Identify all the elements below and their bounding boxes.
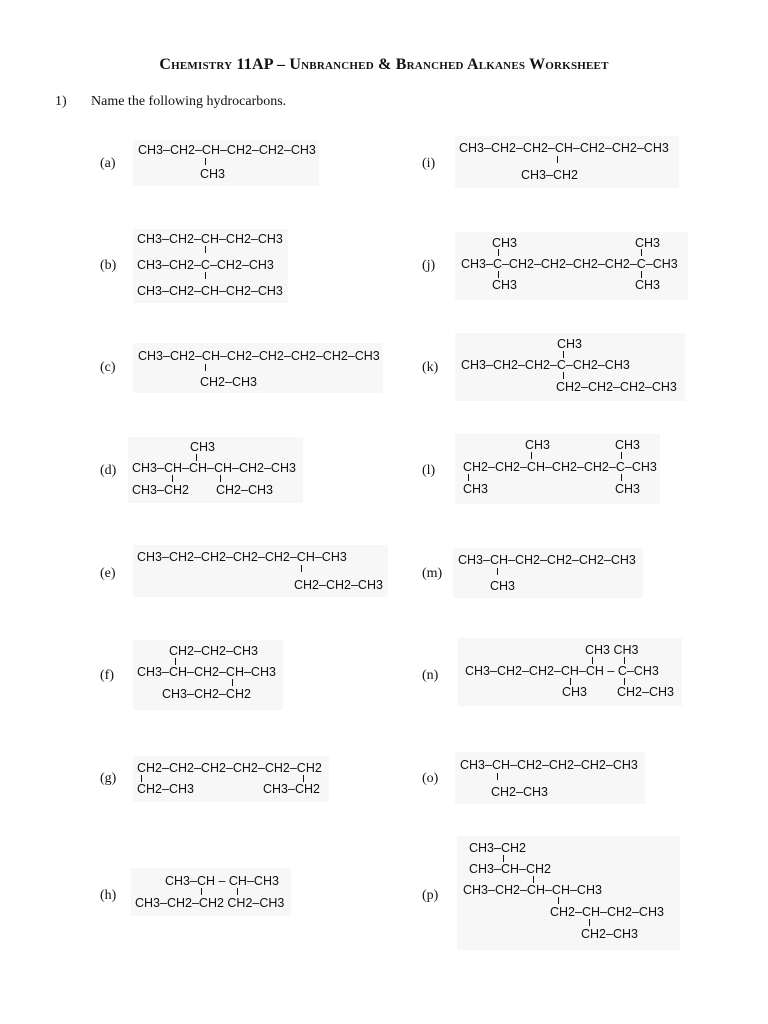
bond <box>533 876 534 883</box>
mol-n-line-3: CH3 <box>562 685 588 699</box>
molecule-f <box>133 640 283 710</box>
molecule-d <box>128 437 303 503</box>
bond <box>563 372 564 379</box>
molecule-e <box>133 545 388 597</box>
bond <box>172 475 173 482</box>
label-d: (d) <box>100 463 117 478</box>
mol-l-line-4: CH3 <box>463 482 489 496</box>
molecule-h <box>131 868 291 916</box>
mol-o-line-2: CH2–CH3 <box>491 785 548 799</box>
bond <box>205 158 206 165</box>
bond <box>570 678 571 685</box>
label-n: (n) <box>422 668 439 683</box>
bond <box>468 474 469 481</box>
bond <box>303 775 304 782</box>
mol-i-line-2: CH3–CH2 <box>521 168 578 182</box>
bond <box>141 775 142 782</box>
mol-c-line-2: CH2–CH3 <box>200 375 257 389</box>
mol-l-line-3: CH2–CH2–CH–CH2–CH2–C–CH3 <box>463 460 657 474</box>
mol-b-line-1: CH3–CH2–CH–CH2–CH3 <box>137 232 283 246</box>
label-a: (a) <box>100 156 116 171</box>
mol-k-line-1: CH3 <box>557 337 583 351</box>
bond <box>497 773 498 780</box>
mol-k-line-2: CH3–CH2–CH2–C–CH2–CH3 <box>461 358 630 372</box>
mol-b-line-2: CH3–CH2–C–CH2–CH3 <box>137 258 274 272</box>
mol-f-line-3: CH3–CH2–CH2 <box>162 687 251 701</box>
mol-j-line-2: CH3 <box>635 236 661 250</box>
mol-o-line-1: CH3–CH–CH2–CH2–CH2–CH3 <box>460 758 638 772</box>
label-f: (f) <box>100 668 114 683</box>
molecule-b <box>133 229 288 303</box>
mol-d-line-2: CH3–CH–CH–CH–CH2–CH3 <box>132 461 296 475</box>
label-j: (j) <box>422 258 436 273</box>
bond <box>503 855 504 862</box>
mol-l-line-5: CH3 <box>615 482 641 496</box>
mol-j-line-3: CH3–C–CH2–CH2–CH2–CH2–C–CH3 <box>461 257 678 271</box>
mol-h-line-1: CH3–CH – CH–CH3 <box>165 874 279 888</box>
mol-d-line-3: CH3–CH2 <box>132 483 189 497</box>
bond <box>641 271 642 278</box>
mol-c-line-1: CH3–CH2–CH–CH2–CH2–CH2–CH2–CH3 <box>138 349 380 363</box>
bond <box>589 919 590 926</box>
mol-d-line-4: CH2–CH3 <box>216 483 273 497</box>
bond <box>301 565 302 572</box>
mol-j-line-1: CH3 <box>492 236 518 250</box>
molecule-a <box>133 140 319 186</box>
mol-e-line-2: CH2–CH2–CH3 <box>294 578 383 592</box>
mol-b-line-3: CH3–CH2–CH–CH2–CH3 <box>137 284 283 298</box>
mol-i-line-1: CH3–CH2–CH2–CH–CH2–CH2–CH3 <box>459 141 669 155</box>
mol-p-line-1: CH3–CH2 <box>469 841 526 855</box>
bond <box>621 452 622 459</box>
label-p: (p) <box>422 888 439 903</box>
bond <box>237 888 238 895</box>
bond <box>205 246 206 253</box>
label-e: (e) <box>100 566 116 581</box>
mol-j-line-4: CH3 <box>492 278 518 292</box>
question-number: 1) <box>55 94 67 109</box>
molecule-j <box>455 232 688 300</box>
mol-n-line-4: CH2–CH3 <box>617 685 674 699</box>
mol-k-line-3: CH2–CH2–CH2–CH3 <box>556 380 677 394</box>
molecule-g <box>133 756 329 802</box>
label-l: (l) <box>422 463 436 478</box>
bond <box>232 679 233 686</box>
bond <box>624 678 625 685</box>
mol-f-line-1: CH2–CH2–CH3 <box>169 644 258 658</box>
bond <box>557 156 558 163</box>
worksheet-title: Chemistry 11AP – Unbranched & Branched Alkanes Worksheet <box>159 56 609 73</box>
label-c: (c) <box>100 360 116 375</box>
molecule-k <box>455 333 685 401</box>
label-g: (g) <box>100 771 117 786</box>
mol-j-line-5: CH3 <box>635 278 661 292</box>
mol-m-line-1: CH3–CH–CH2–CH2–CH2–CH3 <box>458 553 636 567</box>
bond <box>558 897 559 904</box>
bond <box>220 475 221 482</box>
label-h: (h) <box>100 888 117 903</box>
label-b: (b) <box>100 258 117 273</box>
molecule-n <box>458 638 682 706</box>
mol-p-line-2: CH3–CH–CH2 <box>469 862 551 876</box>
bond <box>205 272 206 279</box>
bond <box>592 657 593 664</box>
bond <box>641 249 642 256</box>
mol-g-line-3: CH3–CH2 <box>263 782 320 796</box>
label-k: (k) <box>422 360 439 375</box>
mol-a-line-2: CH3 <box>200 167 226 181</box>
bond <box>498 271 499 278</box>
molecule-i <box>455 136 679 188</box>
bond <box>175 658 176 665</box>
bond <box>201 888 202 895</box>
bond <box>563 351 564 358</box>
mol-n-line-1: CH3 CH3 <box>585 643 639 657</box>
label-i: (i) <box>422 156 436 171</box>
molecule-p <box>457 836 680 950</box>
mol-p-line-3: CH3–CH2–CH–CH–CH3 <box>463 883 602 897</box>
mol-l-line-1: CH3 <box>525 438 551 452</box>
bond <box>205 364 206 371</box>
mol-h-line-2: CH3–CH2–CH2 CH2–CH3 <box>135 896 285 910</box>
bond <box>196 454 197 461</box>
mol-g-line-1: CH2–CH2–CH2–CH2–CH2–CH2 <box>137 761 322 775</box>
molecule-o <box>455 752 645 804</box>
question-text: Name the following hydrocarbons. <box>91 94 287 109</box>
molecule-l <box>455 434 660 504</box>
molecule-m <box>453 548 643 598</box>
mol-l-line-2: CH3 <box>615 438 641 452</box>
mol-n-line-2: CH3–CH2–CH2–CH–CH – C–CH3 <box>465 664 659 678</box>
mol-g-line-2: CH2–CH3 <box>137 782 194 796</box>
mol-e-line-1: CH3–CH2–CH2–CH2–CH2–CH–CH3 <box>137 550 347 564</box>
bond <box>531 452 532 459</box>
molecule-c <box>133 343 383 393</box>
mol-d-line-1: CH3 <box>190 440 216 454</box>
mol-m-line-2: CH3 <box>490 579 516 593</box>
bond <box>624 657 625 664</box>
bond <box>621 474 622 481</box>
label-m: (m) <box>422 566 443 581</box>
mol-p-line-4: CH2–CH–CH2–CH3 <box>550 905 664 919</box>
mol-p-line-5: CH2–CH3 <box>581 927 638 941</box>
mol-f-line-2: CH3–CH–CH2–CH–CH3 <box>137 665 276 679</box>
label-o: (o) <box>422 771 439 786</box>
mol-a-line-1: CH3–CH2–CH–CH2–CH2–CH3 <box>138 143 316 157</box>
bond <box>497 568 498 575</box>
bond <box>498 249 499 256</box>
